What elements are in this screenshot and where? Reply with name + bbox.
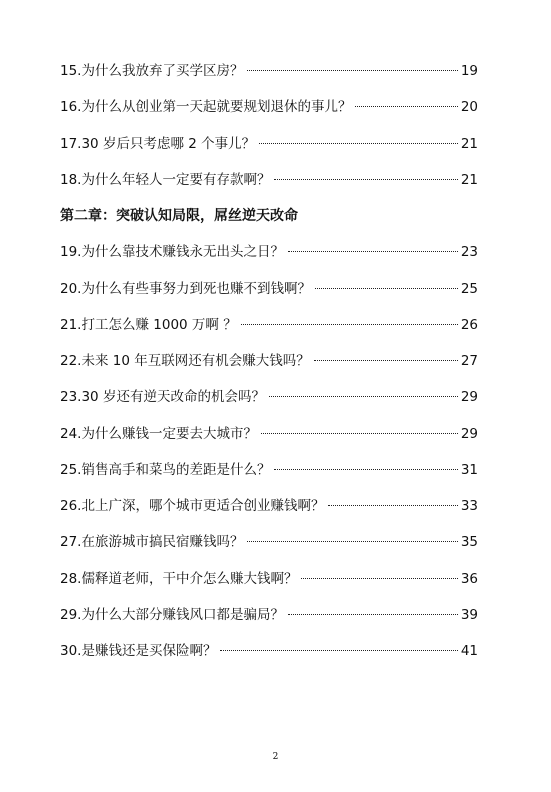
toc-entry-title: 27.在旅游城市搞民宿赚钱吗？ [60,534,244,551]
chapter-heading: 第二章：突破认知局限，屌丝逆天改命 [60,208,298,224]
toc-entry-page: 20 [460,99,478,116]
dot-leader [259,143,458,144]
dot-leader [269,396,458,397]
dot-leader [274,179,457,180]
toc-entry[interactable] [60,379,478,415]
toc-entry[interactable] [60,597,478,633]
dot-leader [274,469,457,470]
dot-leader [220,650,457,651]
toc-entry[interactable] [60,452,478,488]
toc-entry[interactable] [60,416,478,452]
toc-entry-page: 29 [460,425,478,442]
toc-entry-page: 26 [460,316,478,333]
dot-leader [315,288,458,289]
dot-leader [247,541,457,542]
dot-leader [241,324,458,325]
toc-entry[interactable] [60,234,478,270]
toc-entry-page: 25 [460,280,478,297]
toc-entry-page: 39 [460,606,478,623]
toc-entry[interactable] [60,53,478,89]
dot-leader [314,360,458,361]
toc-entries-before-chapter [60,53,478,198]
toc-entry[interactable] [60,524,478,560]
toc-entry[interactable] [60,633,478,669]
toc-entry-title: 19.为什么靠技术赚钱永无出头之日？ [60,244,284,261]
toc-entry[interactable] [60,343,478,379]
toc-entry-title: 25.销售高手和菜鸟的差距是什么？ [60,461,271,478]
toc-entry-page: 35 [460,534,478,551]
toc-entry-page: 41 [460,643,478,659]
toc-entry[interactable] [60,271,478,307]
toc-entry-title: 21.打工怎么赚 1000 万啊 ？ [60,316,237,333]
toc-entry-title: 22.未来 10 年互联网还有机会赚大钱吗？ [60,353,310,369]
dot-leader [328,505,457,506]
toc-entry-title: 18.为什么年轻人一定要有存款啊？ [60,171,271,188]
toc-entry-title: 30.是赚钱还是买保险啊？ [60,643,217,659]
toc-entry-title: 26.北上广深，哪个城市更适合创业赚钱啊？ [60,498,325,514]
toc-entry-page: 23 [460,244,478,261]
toc-entry-page: 21 [460,135,478,152]
page-number: 2 [272,752,279,762]
dot-leader [261,433,458,434]
toc-entry[interactable] [60,162,478,198]
toc-entry-title: 17.30 岁后只考虑哪 2 个事儿？ [60,135,256,152]
toc-entry[interactable] [60,126,478,162]
toc-entry-page: 19 [460,63,478,79]
toc-entry[interactable] [60,89,478,125]
table-of-contents [60,53,478,669]
toc-entry-page: 36 [460,570,478,587]
toc-entry-title: 20.为什么有些事努力到死也赚不到钱啊？ [60,280,311,297]
dot-leader [247,70,457,71]
toc-entry-page: 33 [460,498,478,514]
dot-leader [288,614,458,615]
toc-entry-title: 15.为什么我放弃了买学区房？ [60,63,244,79]
toc-entry[interactable] [60,561,478,597]
toc-entry[interactable] [60,307,478,343]
toc-entry[interactable] [60,488,478,524]
dot-leader [288,251,458,252]
toc-entry-page: 21 [460,171,478,188]
dot-leader [301,578,457,579]
toc-entry-page: 31 [460,461,478,478]
toc-entry-title: 29.为什么大部分赚钱风口都是骗局？ [60,606,284,623]
toc-entry-title: 28.儒释道老师，干中介怎么赚大钱啊？ [60,570,298,587]
toc-entries-chapter-2 [60,234,478,669]
toc-entry-title: 16.为什么从创业第一天起就要规划退休的事儿？ [60,99,352,116]
toc-entry-title: 24.为什么赚钱一定要去大城市？ [60,425,257,442]
dot-leader [355,106,457,107]
toc-entry-page: 29 [460,389,478,406]
toc-entry-title: 23.30 岁还有逆天改命的机会吗？ [60,389,265,406]
toc-entry-page: 27 [460,353,478,369]
